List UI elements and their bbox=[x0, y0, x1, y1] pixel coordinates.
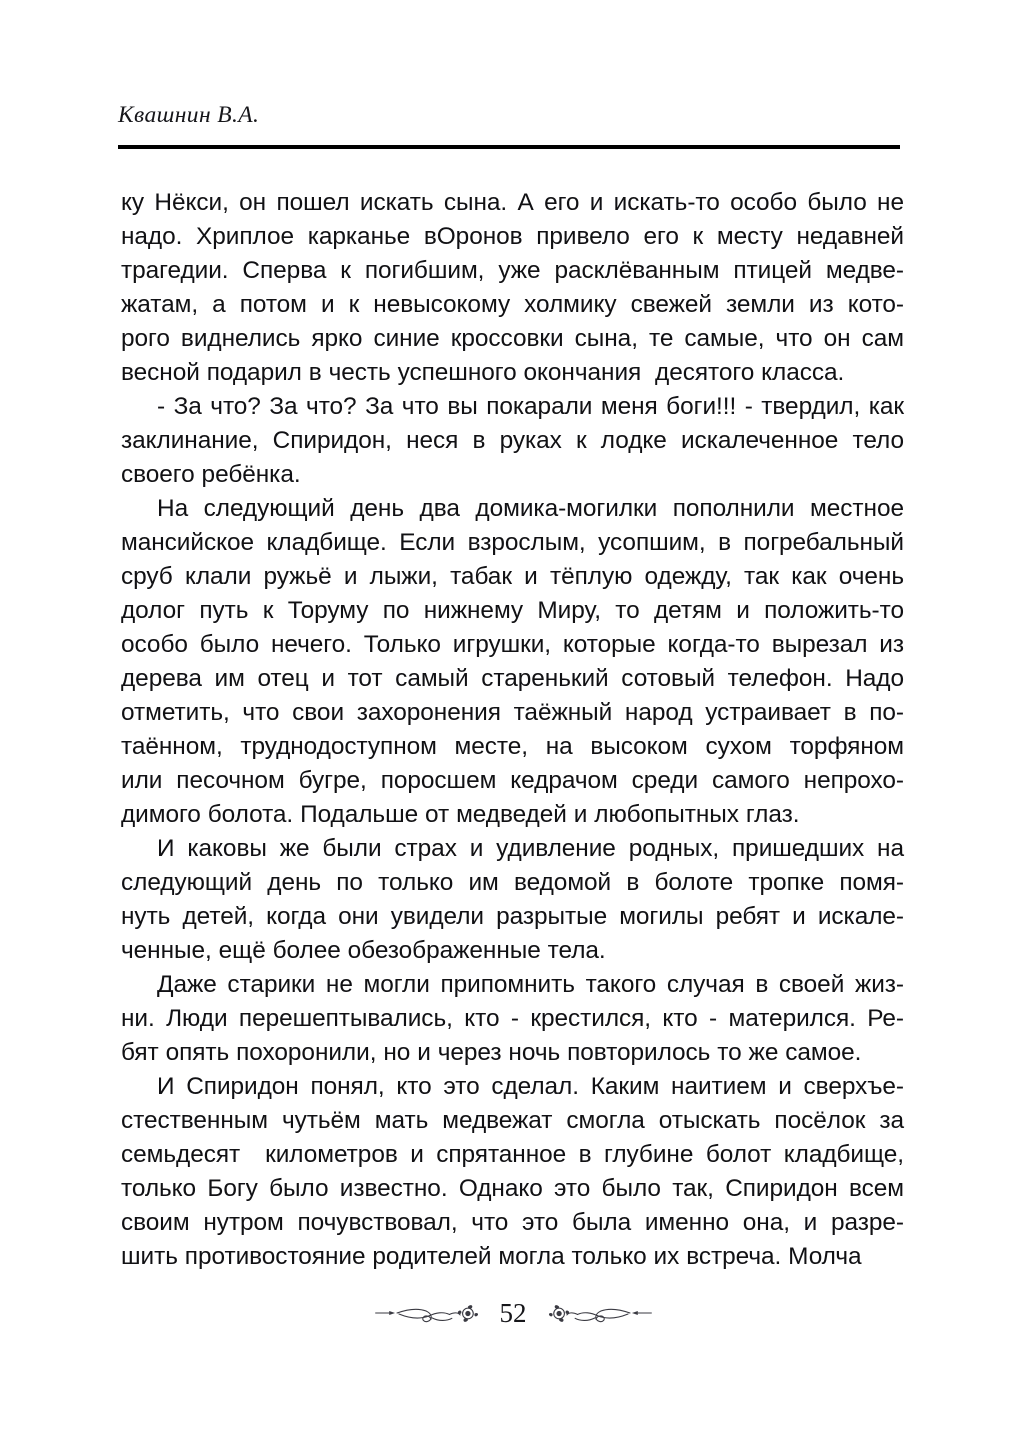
running-head bbox=[118, 103, 900, 129]
text-line: И Спиридон понял, кто это сделал. Каким наитием и сверхъе- bbox=[157, 1073, 904, 1100]
text-line: бят опять похоронили, но и через ночь повторилось то же самое. bbox=[121, 1039, 862, 1066]
text-line: своим нутром почувствовал, что это была именно она, и разре- bbox=[121, 1209, 904, 1236]
paragraph bbox=[121, 492, 904, 832]
text-line: шить противостояние родителей могла только их встреча. Молча bbox=[121, 1243, 862, 1270]
text-line: На следующий день два домика-могилки пополнили местное bbox=[157, 495, 904, 522]
page-footer bbox=[0, 1296, 1026, 1330]
text-line: только Богу было известно. Однако это было так, Спиридон всем bbox=[121, 1175, 904, 1202]
paragraph bbox=[121, 186, 904, 390]
text-line: И каковы же были страх и удивление родных, пришедших на bbox=[157, 835, 904, 862]
paragraph bbox=[121, 832, 904, 968]
text-line: семьдесят километров и спрятанное в глубине болот кладбище, bbox=[121, 1141, 904, 1168]
floral-flourish-ornament-right bbox=[537, 1296, 655, 1330]
text-line: трагедии. Сперва к погибшим, уже расклёванным птицей медве- bbox=[121, 257, 904, 284]
text-line: надо. Хриплое карканье вОронов привело его к месту недавней bbox=[121, 223, 904, 250]
text-line: весной подарил в честь успешного окончания десятого класса. bbox=[121, 359, 845, 386]
text-line: стественным чутьём мать медвежат смогла отыскать посёлок за bbox=[121, 1107, 904, 1134]
floral-flourish-ornament-left bbox=[372, 1296, 490, 1330]
paragraph bbox=[121, 390, 904, 492]
body-text-block bbox=[121, 186, 904, 1274]
text-line: сруб клали ружьё и лыжи, табак и тёплую одежду, так как очень bbox=[121, 563, 904, 590]
text-line: жатам, а потом и к невысокому холмику свежей земли из кото- bbox=[121, 291, 904, 318]
text-line: нуть детей, когда они увидели разрытые могилы ребят и искале- bbox=[121, 903, 904, 930]
text-line: Даже старики не могли припомнить такого случая в своей жиз- bbox=[157, 971, 904, 998]
paragraph bbox=[121, 968, 904, 1070]
text-line: дерева им отец и тот самый старенький сотовый телефон. Надо bbox=[121, 665, 904, 692]
text-line: особо было нечего. Только игрушки, которые когда-то вырезал из bbox=[121, 631, 904, 658]
text-line: ченные, ещё более обезображенные тела. bbox=[121, 937, 606, 964]
text-line: ку Нёкси, он пошел искать сына. А его и искать-то особо было не bbox=[121, 189, 904, 216]
text-line: мансийское кладбище. Если взрослым, усопшим, в погребальный bbox=[121, 529, 904, 556]
text-line: заклинание, Спиридон, неся в руках к лодке искалеченное тело bbox=[121, 427, 904, 454]
paragraph bbox=[121, 1070, 904, 1274]
text-line: рого виднелись ярко синие кроссовки сына, те самые, что он сам bbox=[121, 325, 904, 352]
text-line: ни. Люди перешептывались, кто - крестился, кто - матерился. Ре- bbox=[121, 1005, 904, 1032]
text-line: отметить, что свои захоронения таёжный народ устраивает в по- bbox=[121, 699, 904, 726]
text-line: димого болота. Подальше от медведей и любопытных глаз. bbox=[121, 801, 800, 828]
text-line: следующий день по только им ведомой в болоте тропке помя- bbox=[121, 869, 904, 896]
text-line: - За что? За что? За что вы покарали меня боги!!! - твердил, как bbox=[157, 393, 904, 420]
text-line: своего ребёнка. bbox=[121, 461, 301, 488]
text-line: или песочном бугре, поросшем кедрачом среди самого непрохо- bbox=[121, 767, 904, 794]
running-head-author: Квашнин В.А. bbox=[118, 102, 260, 128]
text-line: таённом, труднодоступном месте, на высоком сухом торфяном bbox=[121, 733, 904, 760]
page-number: 52 bbox=[499, 1297, 527, 1328]
header-rule bbox=[118, 145, 900, 149]
text-line: долог путь к Торуму по нижнему Миру, то детям и положить-то bbox=[121, 597, 904, 624]
